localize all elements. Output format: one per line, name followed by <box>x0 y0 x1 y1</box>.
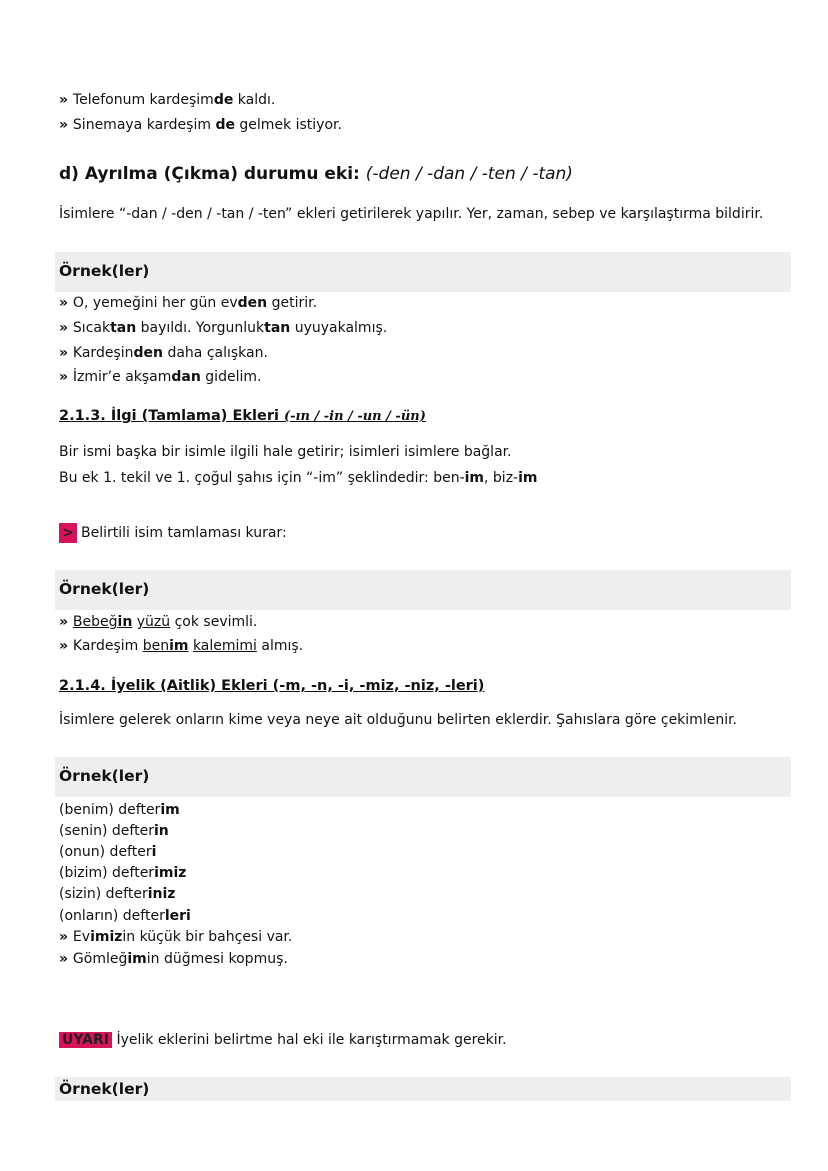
bold-text: im <box>169 638 189 654</box>
bold-text: dan <box>171 369 201 385</box>
heading-text: 2.1.3. İlgi (Tamlama) Ekleri <box>59 408 284 424</box>
rich-line <box>59 636 303 656</box>
example-label: Örnek(ler) <box>59 262 150 280</box>
rich-line <box>59 906 191 926</box>
callout <box>59 523 287 543</box>
bold-text: » <box>59 951 73 967</box>
example-box <box>55 570 791 610</box>
callout-text: Belirtili isim tamlaması kurar: <box>81 525 287 541</box>
text-segment: kaldı. <box>233 92 276 108</box>
rich-line <box>59 800 180 820</box>
section-heading: 2.1.4. İyelik (Aitlik) Ekleri (-m, -n, -i, -miz, -niz, -leri) <box>59 678 485 694</box>
text-segment: (onların) defter <box>59 908 165 924</box>
rich-line <box>59 842 156 862</box>
bold-text: » <box>59 929 73 945</box>
text-segment: Sinemaya kardeşim <box>72 117 216 133</box>
text-segment: (onun) defter <box>59 844 152 860</box>
example-box <box>55 757 791 797</box>
text-segment: Kardeşim <box>72 638 143 654</box>
rich-line <box>59 318 387 338</box>
bold-text: » <box>59 369 73 385</box>
section-heading <box>59 164 573 184</box>
text-segment: Telefonum kardeşim <box>72 92 214 108</box>
bold-text: den <box>133 345 163 361</box>
bold-text: » <box>59 295 73 311</box>
text-segment: Bebeğ <box>72 614 118 630</box>
text-segment: gidelim. <box>200 369 262 385</box>
text-segment: getirir. <box>267 295 318 311</box>
section-heading <box>59 406 426 427</box>
text-segment: bayıldı. Yorgunluk <box>136 320 265 336</box>
rich-line <box>59 884 175 904</box>
bold-text: im <box>464 470 485 486</box>
text-segment: çok sevimli. <box>170 614 258 630</box>
bold-text: » <box>59 638 73 654</box>
text-segment: ben <box>142 638 170 654</box>
bold-text: » <box>59 92 73 108</box>
text-segment: in küçük bir bahçesi var. <box>122 929 293 945</box>
warning-text: İyelik eklerini belirtme hal eki ile karıştırmamak gerekir. <box>112 1032 507 1048</box>
bold-text: de <box>215 117 235 133</box>
bold-text: iniz <box>147 886 176 902</box>
text-segment: Gömleğ <box>72 951 128 967</box>
bold-text: » <box>59 614 73 630</box>
text-segment: (benim) defter <box>59 802 161 818</box>
rich-line <box>59 821 169 841</box>
text-segment: İzmir’e akşam <box>72 369 172 385</box>
bold-text: in <box>117 614 133 630</box>
example-label: Örnek(ler) <box>59 1080 150 1098</box>
text-segment: uyuyakalmış. <box>290 320 388 336</box>
bold-text: im <box>160 802 180 818</box>
text-segment: , biz- <box>484 470 519 486</box>
rich-line <box>59 343 268 363</box>
text-segment: Ev <box>72 929 91 945</box>
bold-text: i <box>151 844 157 860</box>
rich-line <box>59 293 317 313</box>
warning <box>59 1030 507 1050</box>
rich-line <box>59 612 257 632</box>
bold-text: im <box>518 470 538 486</box>
rich-line <box>59 949 288 969</box>
text-segment: (senin) defter <box>59 823 154 839</box>
text-segment: in düğmesi kopmuş. <box>146 951 288 967</box>
text-segment: (bizim) defter <box>59 865 155 881</box>
heading-suffix: (-den / -dan / -ten / -tan) <box>365 164 573 184</box>
paragraph: Bir ismi başka bir isimle ilgili hale getirir; isimleri isimlere bağlar. <box>59 444 512 460</box>
bold-text: » <box>59 345 73 361</box>
heading-text: d) Ayrılma (Çıkma) durumu eki: <box>59 164 366 184</box>
heading-suffix: (-ın / -in / -un / -ün) <box>284 409 426 424</box>
text-segment: daha çalışkan. <box>163 345 268 361</box>
bold-text: de <box>213 92 234 108</box>
rich-line <box>59 90 275 110</box>
example-label: Örnek(ler) <box>59 580 150 598</box>
bold-text: in <box>153 823 169 839</box>
rich-line <box>59 927 292 947</box>
rich-line <box>59 863 186 883</box>
text-segment: gelmek istiyor. <box>234 117 342 133</box>
bold-text: » <box>59 117 73 133</box>
text-segment: Bu ek 1. tekil ve 1. çoğul şahıs için “-im” şeklindedir: ben- <box>59 470 465 486</box>
text-segment: Sıcak <box>72 320 111 336</box>
bold-text: imiz <box>90 929 123 945</box>
bold-text: tan <box>110 320 137 336</box>
text-segment: Kardeşin <box>72 345 134 361</box>
bold-text: imiz <box>154 865 187 881</box>
warning-badge: UYARI <box>59 1032 112 1048</box>
bold-text: leri <box>164 908 191 924</box>
text-segment: (sizin) defter <box>59 886 148 902</box>
paragraph: İsimlere “-dan / -den / -tan / -ten” ekleri getirilerek yapılır. Yer, zaman, sebep ve karşılaştırma bildirir. <box>59 206 764 222</box>
text-segment: yüzü <box>136 614 171 630</box>
text-segment: kalemimi <box>192 638 257 654</box>
rich-line <box>59 367 261 387</box>
example-label: Örnek(ler) <box>59 767 150 785</box>
text-segment: almış. <box>256 638 304 654</box>
bold-text: » <box>59 320 73 336</box>
rich-line <box>59 115 342 135</box>
paragraph: İsimlere gelerek onların kime veya neye ait olduğunu belirten eklerdir. Şahıslara göre çekimlenir. <box>59 712 738 728</box>
bold-text: tan <box>264 320 291 336</box>
text-segment: O, yemeğini her gün ev <box>72 295 238 311</box>
bold-text: den <box>237 295 268 311</box>
callout-marker-icon: > <box>59 523 77 543</box>
rich-line <box>59 468 537 488</box>
bold-text: im <box>127 951 147 967</box>
example-box <box>55 1077 791 1101</box>
example-box <box>55 252 791 292</box>
